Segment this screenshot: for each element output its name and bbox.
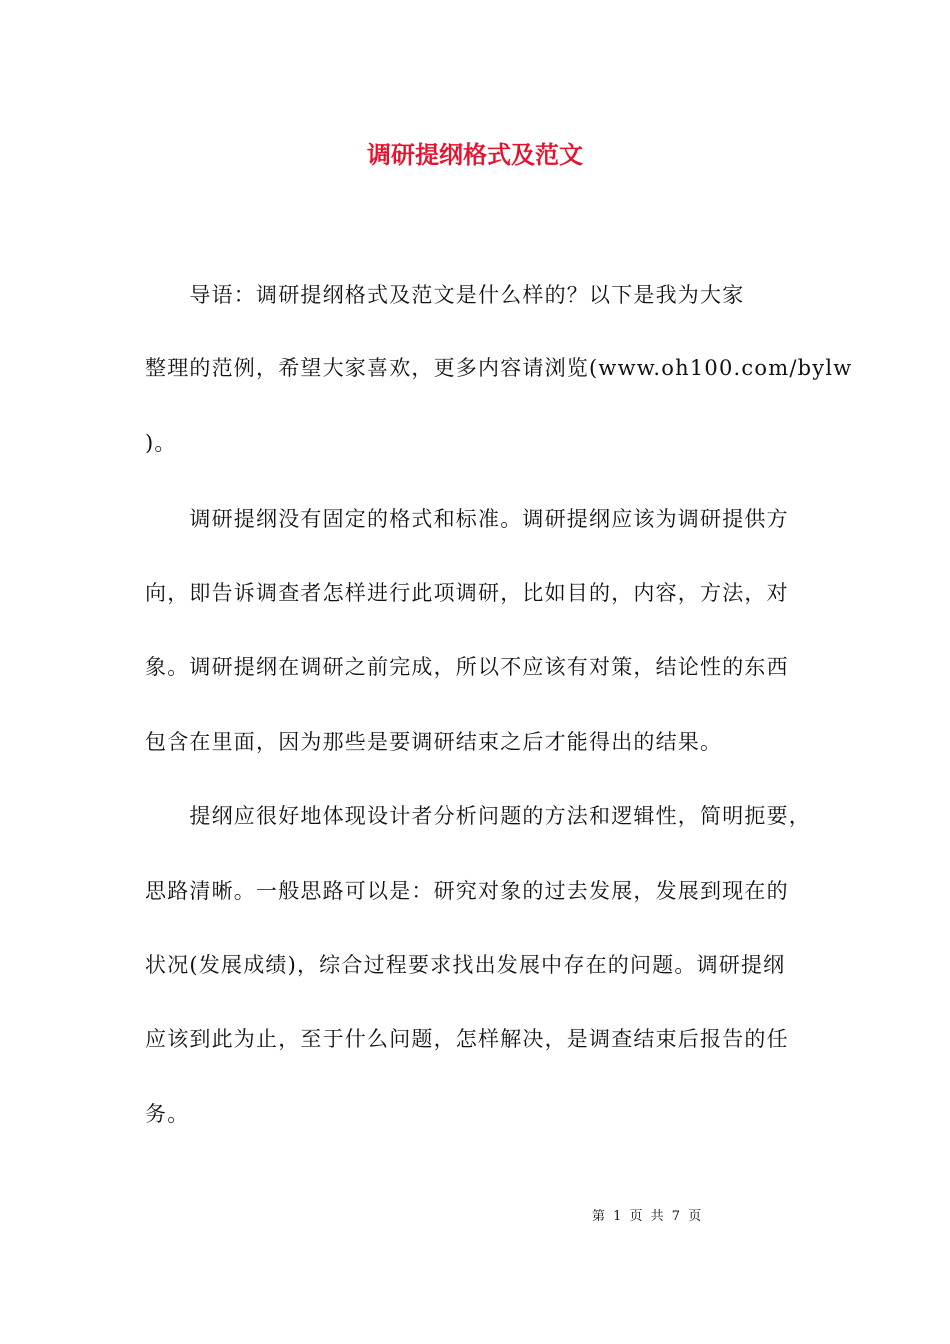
paragraph-line: 应该到此为止，至于什么问题，怎样解决，是调查结束后报告的任 [145,1027,789,1051]
paragraph-line: 包含在里面，因为那些是要调研结束之后才能得出的结果。 [145,730,723,754]
paragraph-line: )。 [145,431,177,455]
paragraph-line: 导语：调研提纲格式及范文是什么样的？以下是我为大家 [145,283,745,307]
page-footer [0,1208,950,1262]
paragraph-line: 象。调研提纲在调研之前完成，所以不应该有对策，结论性的东西 [145,655,789,679]
paragraph-line: 提纲应很好地体现设计者分析问题的方法和逻辑性，简明扼要， [145,804,811,828]
paragraph-line: 调研提纲没有固定的格式和标准。调研提纲应该为调研提供方 [145,507,789,531]
paragraph-line: 向，即告诉调查者怎样进行此项调研，比如目的，内容，方法，对 [145,581,789,605]
document-title: 调研提纲格式及范文 [367,140,583,169]
paragraph-line: 务。 [145,1102,190,1126]
page-number: 第 1 页 共 7 页 [592,1209,702,1224]
paragraph-line: 整理的范例，希望大家喜欢，更多内容请浏览(www.oh100.com/bylw [145,356,853,380]
paragraph-line: 状况(发展成绩)，综合过程要求找出发展中存在的问题。调研提纲 [145,953,786,977]
paragraph-line: 思路清晰。一般思路可以是：研究对象的过去发展，发展到现在的 [145,879,789,903]
